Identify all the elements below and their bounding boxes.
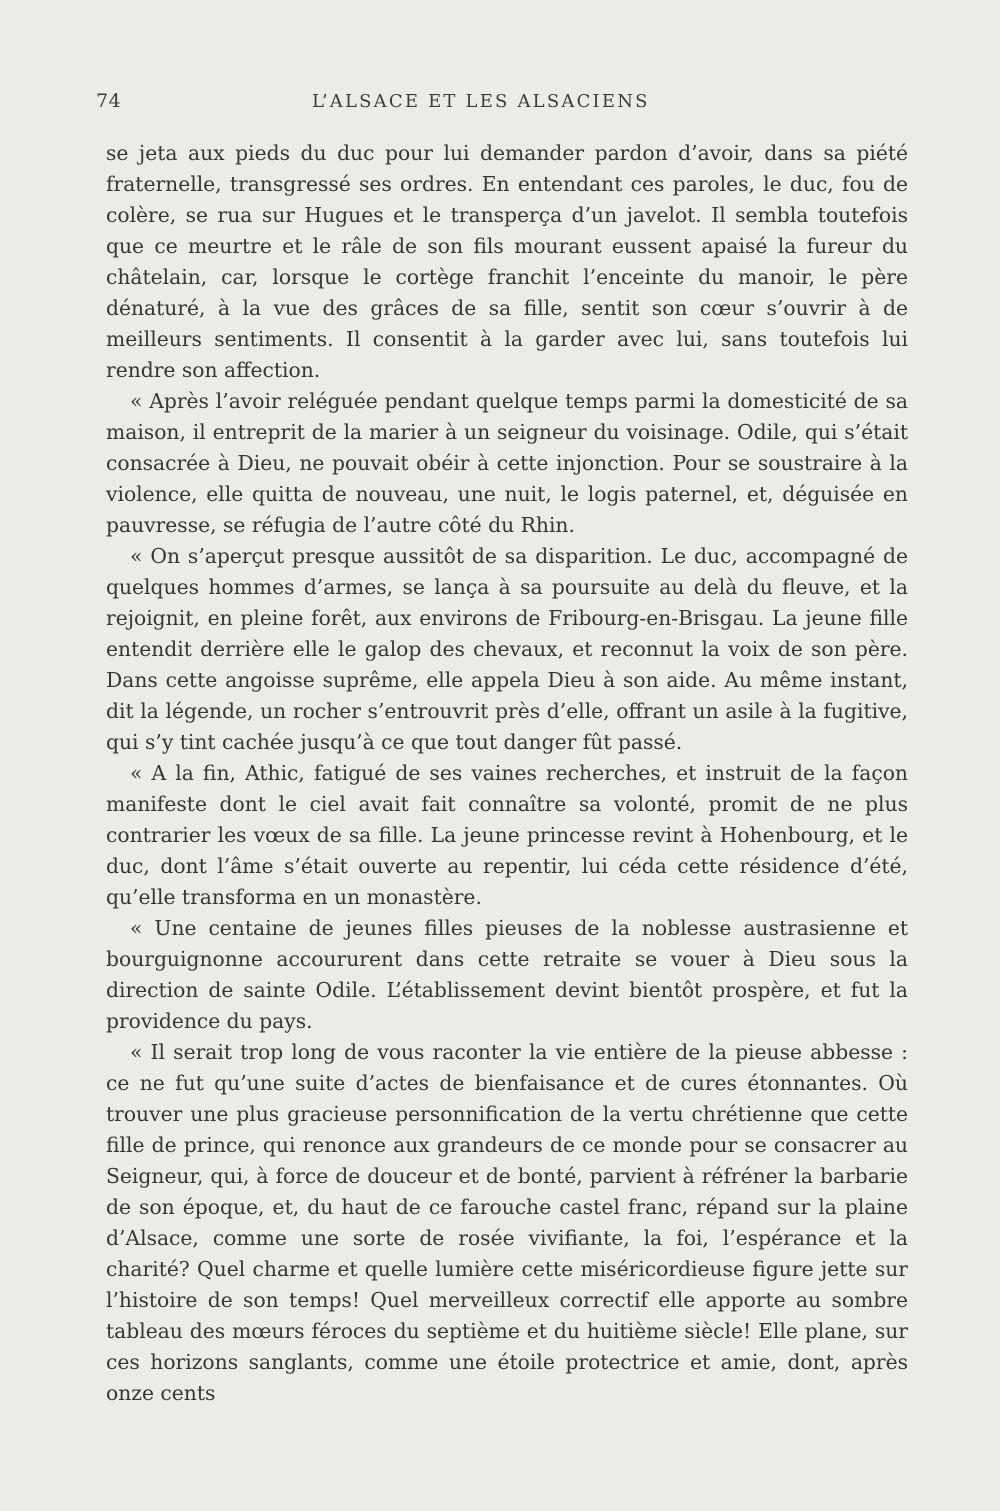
paragraph-2: « Après l’avoir reléguée pendant quelque temps parmi la domesticité de sa maison, il entreprit de la marier à un seigneur du voisinage. Odile, qui s’était consacrée à Dieu, ne pouvait obéir à cette injonction. Pour se soustraire à la violence, elle quitta de nouveau, une nuit, le logis paternel, et, déguisée en pauvresse, se réfugia de l’autre côté du Rhin. [106,389,908,537]
paragraph-6: « Il serait trop long de vous raconter la vie entière de la pieuse abbesse : ce ne fut qu’une suite d’actes de bienfaisance et de cures étonnantes. Où trouver une plus gracieuse personnification de la vertu chrétienne que cette fille de prince, qui renonce aux grandeurs de ce monde pour se consacrer au Seigneur, qui, à force de douceur et de bonté, parvient à réfréner la barbarie de son époque, et, du haut de ce farouche castel franc, répand sur la plaine d’Alsace, comme une sorte de rosée vivifiante, la foi, l’espérance et la charité? Quel charme et quelle lumière cette miséricordieuse figure jette sur l’histoire de son temps! Quel merveilleux correctif elle apporte au sombre tableau des mœurs féroces du septième et du huitième siècle! Elle plane, sur ces horizons sanglants, comme une étoile protectrice et amie, dont, après onze cents [106,1040,908,1405]
paragraph-3: « On s’aperçut presque aussitôt de sa disparition. Le duc, accompagné de quelques hommes d’armes, se lança à sa poursuite au delà du fleuve, et la rejoignit, en pleine forêt, aux environs de Fribourg-en-Brisgau. La jeune fille entendit derrière elle le galop des chevaux, et reconnut la voix de son père. Dans cette angoisse suprême, elle appela Dieu à son aide. Au même instant, dit la légende, un rocher s’entrouvrit près d’elle, offrant un asile à la fugitive, qui s’y tint cachée jusqu’à ce que tout danger fût passé. [106,544,908,754]
running-title: L’ALSACE ET LES ALSACIENS [312,91,650,112]
paragraph-5: « Une centaine de jeunes filles pieuses de la noblesse austrasienne et bourguignonne accoururent dans cette retraite se vouer à Dieu sous la direction de sainte Odile. L’établissement devint bientôt prospère, et fut la providence du pays. [106,916,908,1033]
paragraph-1: se jeta aux pieds du duc pour lui demander pardon d’avoir, dans sa piété fraternelle, transgressé ses ordres. En entendant ces paroles, le duc, fou de colère, se rua sur Hugues et le transperça d’un javelot. Il sembla toutefois que ce meurtre et le râle de son fils mourant eussent apaisé la fureur du châtelain, car, lorsque le cortège franchit l’enceinte du manoir, le père dénaturé, à la vue des grâces de sa fille, sentit son cœur s’ouvrir à de meilleurs sentiments. Il consentit à la garder avec lui, sans toutefois lui rendre son affection. [106,141,908,382]
running-head [96,90,908,120]
body-text [106,138,908,1409]
page-number: 74 [96,90,122,112]
paragraph-4: « A la fin, Athic, fatigué de ses vaines recherches, et instruit de la façon manifeste dont le ciel avait fait connaître sa volonté, promit de ne plus contrarier les vœux de sa fille. La jeune princesse revint à Hohenbourg, et le duc, dont l’âme s’était ouverte au repentir, lui céda cette résidence d’été, qu’elle transforma en un monastère. [106,761,908,909]
